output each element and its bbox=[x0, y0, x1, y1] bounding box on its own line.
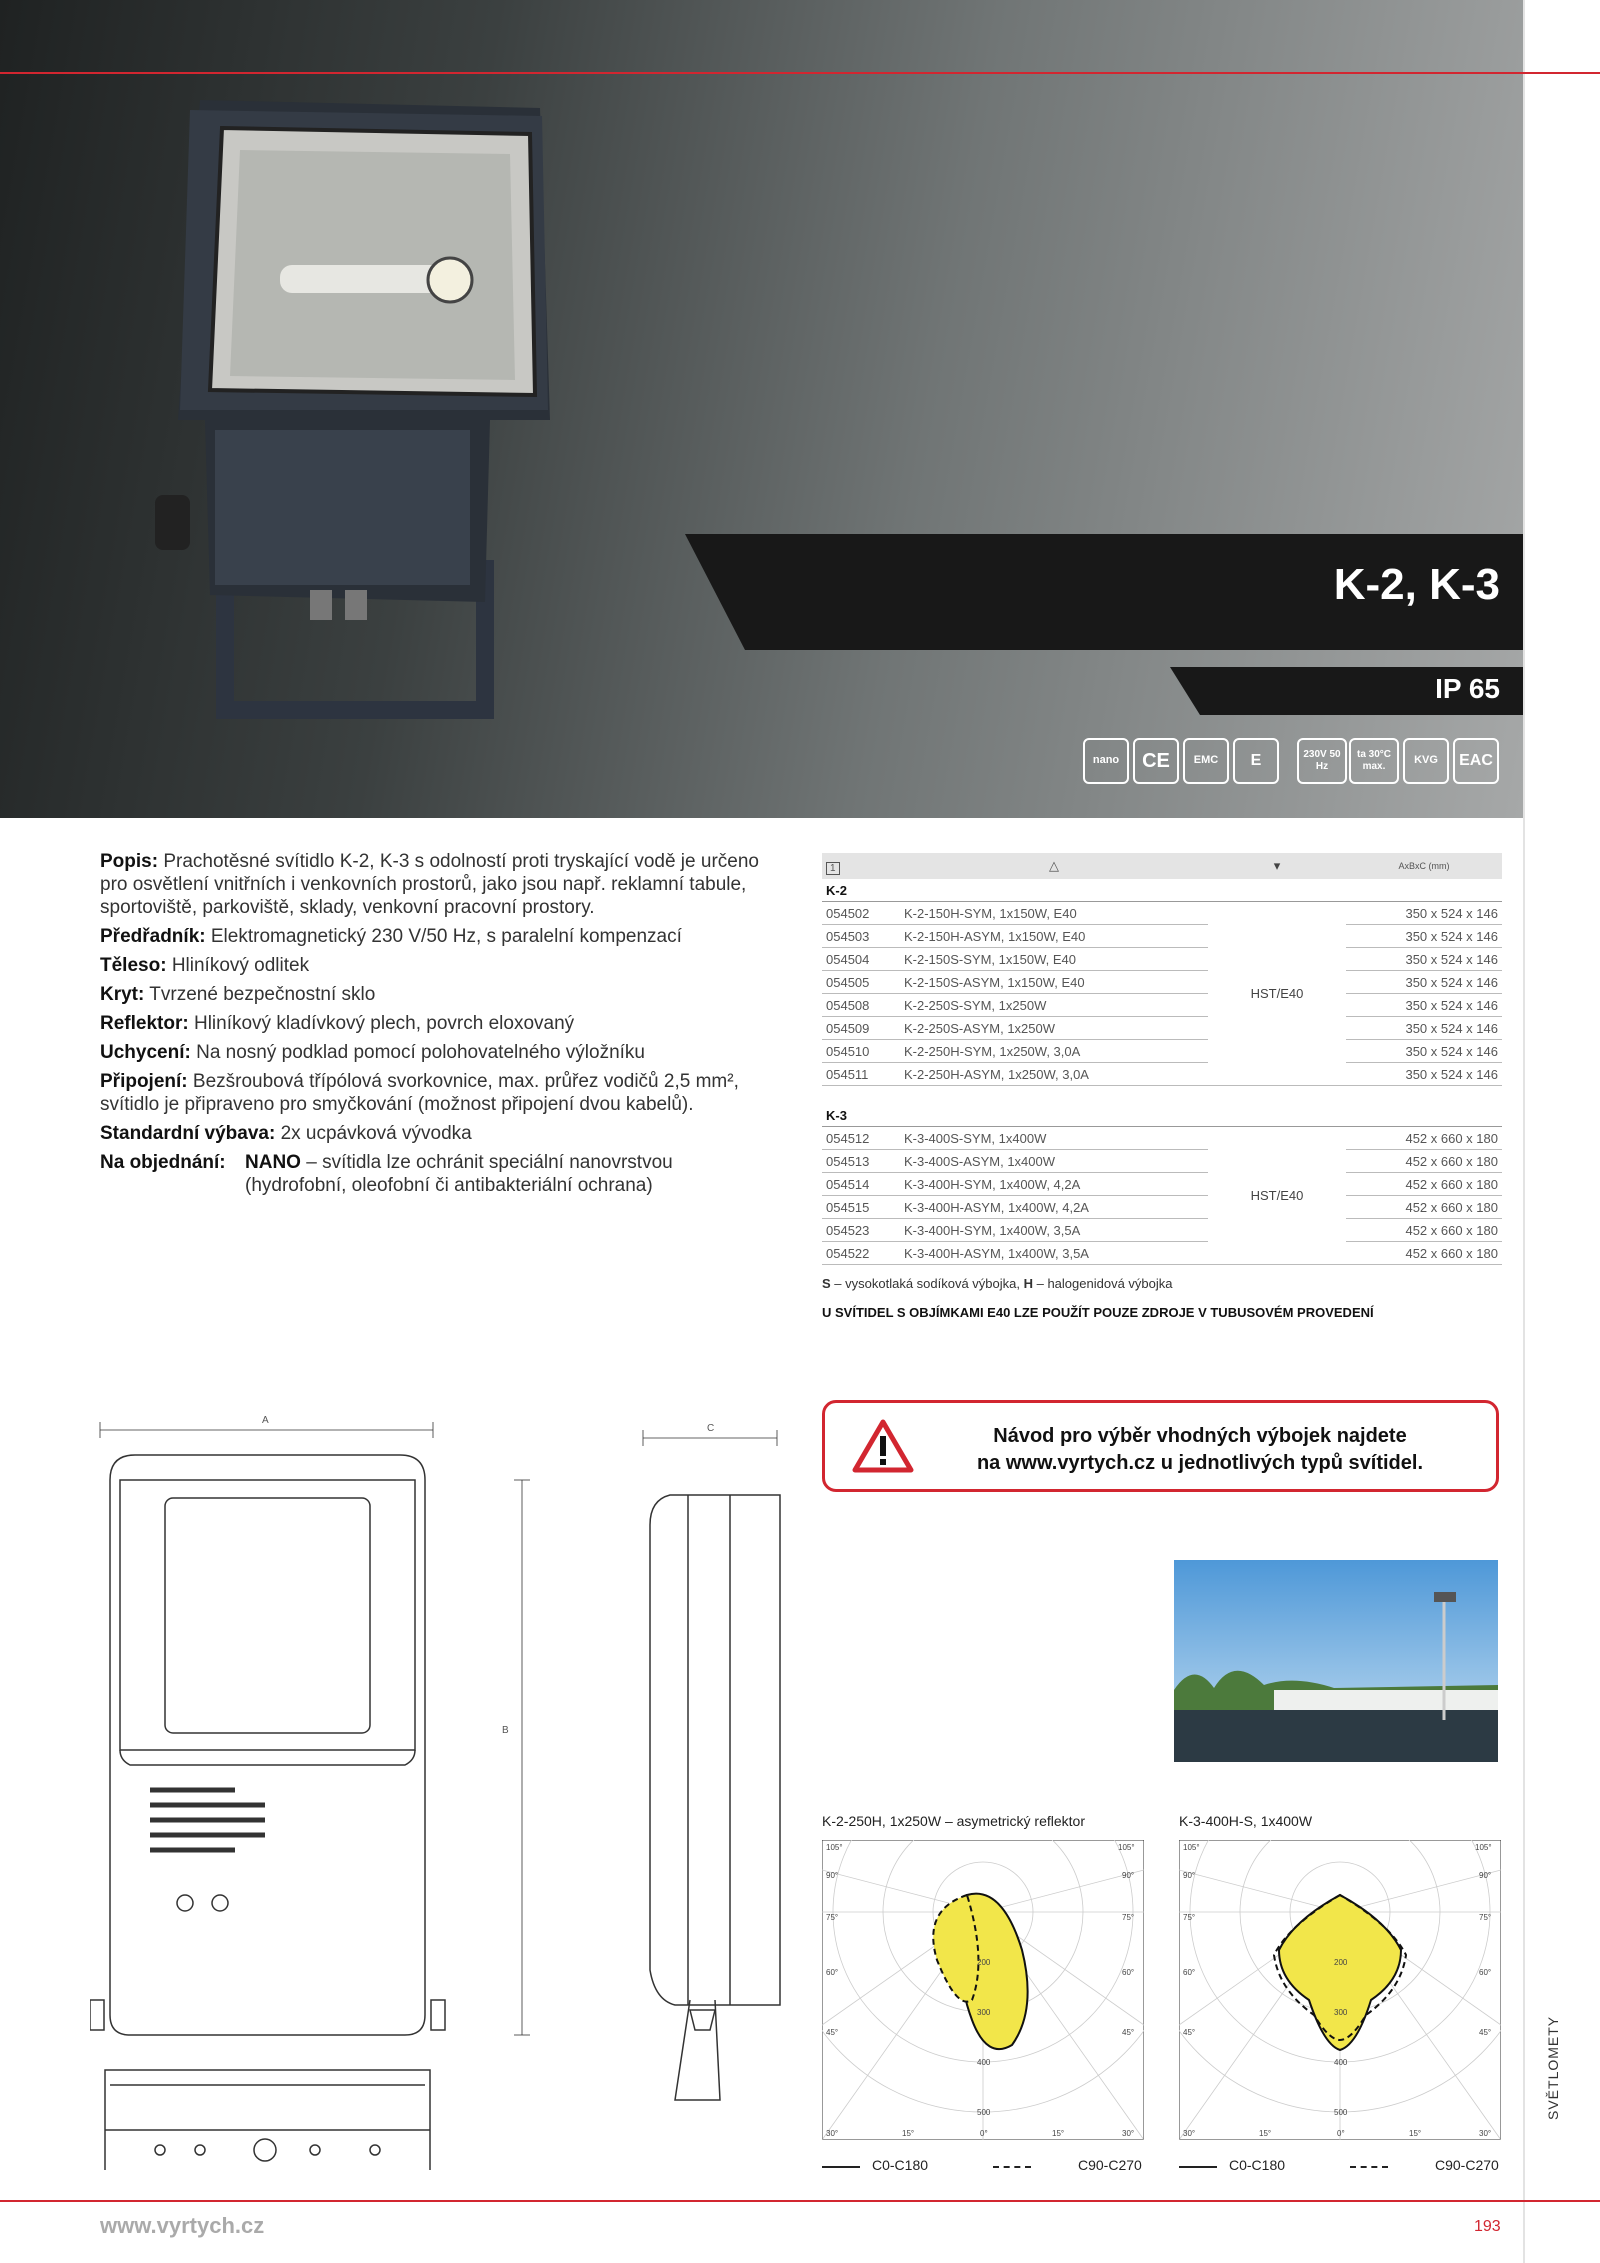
dimension-c-label: C bbox=[707, 1423, 715, 1434]
group-k3: K-3 bbox=[822, 1104, 1502, 1127]
eac-icon: EAC bbox=[1453, 738, 1499, 784]
svg-text:45°: 45° bbox=[1479, 2028, 1492, 2037]
svg-text:60°: 60° bbox=[1183, 1968, 1196, 1977]
svg-text:60°: 60° bbox=[1122, 1968, 1135, 1977]
technical-drawing bbox=[90, 1410, 810, 2170]
dimensions-header: AxBxC (mm) bbox=[1346, 853, 1502, 879]
svg-text:200: 200 bbox=[1334, 1958, 1348, 1967]
table-row: 054513 K-3-400S-ASYM, 1x400W 452 x 660 x 180 bbox=[822, 1150, 1502, 1173]
temperature-icon: ta 30°C max. bbox=[1349, 738, 1399, 784]
svg-text:200: 200 bbox=[977, 1958, 991, 1967]
table-row: 054508 K-2-250S-SYM, 1x250W 350 x 524 x 146 bbox=[822, 994, 1502, 1017]
table-row: 054522 K-3-400H-ASYM, 1x400W, 3,5A 452 x 660 x 180 bbox=[822, 1242, 1502, 1265]
legend-solid-label-2: C0-C180 bbox=[1229, 2157, 1286, 2173]
table-row: 054502 K-2-150H-SYM, 1x150W, E40 HST/E40 350 x 524 x 146 bbox=[822, 902, 1502, 925]
right-red-tick bbox=[1523, 72, 1600, 74]
legend-solid-line-2 bbox=[1179, 2166, 1217, 2168]
quantity-icon: 1 bbox=[826, 862, 840, 875]
group-k2: K-2 bbox=[822, 879, 1502, 902]
product-title: K-2, K-3 bbox=[1333, 560, 1500, 609]
table-header bbox=[822, 853, 1502, 879]
product-table bbox=[822, 853, 1502, 1265]
lamp-type-icon: △ bbox=[900, 853, 1208, 879]
svg-text:0°: 0° bbox=[1337, 2129, 1345, 2138]
svg-text:75°: 75° bbox=[1183, 1913, 1196, 1922]
info-text bbox=[920, 1423, 1480, 1477]
svg-text:30°: 30° bbox=[826, 2129, 839, 2138]
svg-text:45°: 45° bbox=[1122, 2028, 1135, 2037]
warning-icon bbox=[852, 1418, 914, 1474]
desc-teleso: Těleso: Hliníkový odlitek bbox=[100, 955, 310, 976]
svg-text:75°: 75° bbox=[826, 1913, 839, 1922]
desc-kryt: Kryt: Tvrzené bezpečnostní sklo bbox=[100, 984, 376, 1005]
svg-text:45°: 45° bbox=[826, 2028, 839, 2037]
polar-caption-2: K-3-400H-S, 1x400W bbox=[1179, 1813, 1313, 1829]
desc-order: Na objednání: NANO – svítidla lze ochránit speciální nanovrstvou (hydrofobní, oleofobní či antibakteriální ochrana) bbox=[100, 1152, 673, 1196]
table-row: 054504 K-2-150S-SYM, 1x150W, E40 350 x 524 x 146 bbox=[822, 948, 1502, 971]
svg-text:60°: 60° bbox=[1479, 1968, 1492, 1977]
legend-dashed-label-1: C90-C270 bbox=[1078, 2157, 1142, 2173]
svg-text:30°: 30° bbox=[1479, 2129, 1492, 2138]
sports-field-photo bbox=[1174, 1560, 1498, 1762]
svg-text:0°: 0° bbox=[980, 2129, 988, 2138]
desc-pripojeni: Připojení: Bezšroubová třípólová svorkovnice, max. průřez vodičů 2,5 mm², svítidlo je připraveno pro smyčkování (možnost připojení dvou kabelů). bbox=[100, 1071, 739, 1115]
svg-text:500: 500 bbox=[1334, 2108, 1348, 2117]
description-block bbox=[100, 850, 778, 1197]
polar-caption-1: K-2-250H, 1x250W – asymetrický reflektor bbox=[822, 1813, 1085, 1829]
socket-icon: ▾ bbox=[1208, 853, 1346, 879]
kvg-icon: KVG bbox=[1403, 738, 1449, 784]
svg-text:30°: 30° bbox=[1122, 2129, 1135, 2138]
svg-text:15°: 15° bbox=[1259, 2129, 1272, 2138]
legend-dashed-line-2 bbox=[1350, 2166, 1388, 2168]
svg-text:90°: 90° bbox=[1479, 1871, 1492, 1880]
voltage-icon: 230V 50 Hz bbox=[1297, 738, 1347, 784]
table-row: 054512 K-3-400S-SYM, 1x400W HST/E40 452 x 660 x 180 bbox=[822, 1127, 1502, 1150]
e40-note: U SVÍTIDEL S OBJÍMKAMI E40 LZE POUŽÍT POUZE ZDROJE V TUBUSOVÉM PROVEDENÍ bbox=[822, 1305, 1374, 1320]
desc-uchyceni: Uchycení: Na nosný podklad pomocí polohovatelného výložníku bbox=[100, 1042, 645, 1063]
info-line-2: na www.vyrtych.cz u jednotlivých typů svítidel. bbox=[976, 1452, 1424, 1474]
desc-popis: Popis: Prachotěsné svítidlo K-2, K-3 s odolností proti tryskající vodě je určeno pro osvětlení vnitřních i venkovních prostorů, jako jsou např. reklamní tabule, sportoviště, parkoviště, sklady, venkovní pracovní prostory. bbox=[100, 851, 759, 918]
svg-text:500: 500 bbox=[977, 2108, 991, 2117]
ip-rating: IP 65 bbox=[1435, 673, 1500, 704]
svg-text:75°: 75° bbox=[1122, 1913, 1135, 1922]
right-margin-rule bbox=[1523, 0, 1525, 2263]
legend-dashed-line-1 bbox=[993, 2166, 1031, 2168]
legend-solid-line-1 bbox=[822, 2166, 860, 2168]
desc-standard: Standardní výbava: 2x ucpávková vývodka bbox=[100, 1123, 472, 1144]
polar-chart-1 bbox=[822, 1840, 1144, 2140]
table-row: 054523 K-3-400H-SYM, 1x400W, 3,5A 452 x 660 x 180 bbox=[822, 1219, 1502, 1242]
svg-text:105°: 105° bbox=[1475, 1843, 1492, 1852]
table-row: 054510 K-2-250H-SYM, 1x250W, 3,0A 350 x 524 x 146 bbox=[822, 1040, 1502, 1063]
emc-icon: EMC bbox=[1183, 738, 1229, 784]
svg-text:15°: 15° bbox=[902, 2129, 915, 2138]
nano-icon: nano bbox=[1083, 738, 1129, 784]
lamp-socket-k3: HST/E40 bbox=[1208, 1127, 1346, 1265]
svg-text:300: 300 bbox=[1334, 2008, 1348, 2017]
table-row: 054514 K-3-400H-SYM, 1x400W, 4,2A 452 x 660 x 180 bbox=[822, 1173, 1502, 1196]
table-row: 054505 K-2-150S-ASYM, 1x150W, E40 350 x 524 x 146 bbox=[822, 971, 1502, 994]
top-red-line bbox=[0, 72, 1523, 74]
legend-solid-label-1: C0-C180 bbox=[872, 2157, 929, 2173]
table-row: 054509 K-2-250S-ASYM, 1x250W 350 x 524 x 146 bbox=[822, 1017, 1502, 1040]
svg-text:400: 400 bbox=[977, 2058, 991, 2067]
floodlight-photo bbox=[150, 90, 600, 740]
svg-text:60°: 60° bbox=[826, 1968, 839, 1977]
svg-text:300: 300 bbox=[977, 2008, 991, 2017]
footer-website[interactable]: www.vyrtych.cz bbox=[100, 2213, 265, 2238]
svg-text:30°: 30° bbox=[1183, 2129, 1196, 2138]
lamp-legend: S – vysokotlaká sodíková výbojka, H – halogenidová výbojka bbox=[822, 1276, 1173, 1291]
desc-reflektor: Reflektor: Hliníkový kladívkový plech, povrch eloxovaný bbox=[100, 1013, 575, 1034]
svg-text:90°: 90° bbox=[1183, 1871, 1196, 1880]
svg-text:105°: 105° bbox=[826, 1843, 843, 1852]
info-line-1: Návod pro výběr vhodných výbojek najdete bbox=[993, 1425, 1407, 1447]
svg-text:15°: 15° bbox=[1052, 2129, 1065, 2138]
svg-text:75°: 75° bbox=[1479, 1913, 1492, 1922]
page-number: 193 bbox=[1474, 2218, 1501, 2235]
table-row: 054503 K-2-150H-ASYM, 1x150W, E40 350 x 524 x 146 bbox=[822, 925, 1502, 948]
table-row: 054511 K-2-250H-ASYM, 1x250W, 3,0A 350 x 524 x 146 bbox=[822, 1063, 1502, 1086]
svg-text:90°: 90° bbox=[826, 1871, 839, 1880]
table-row: 054515 K-3-400H-ASYM, 1x400W, 4,2A 452 x 660 x 180 bbox=[822, 1196, 1502, 1219]
svg-text:45°: 45° bbox=[1183, 2028, 1196, 2037]
dimension-b-label: B bbox=[502, 1725, 509, 1736]
section-label: SVĚTLOMETY bbox=[1545, 2015, 1561, 2120]
svg-text:105°: 105° bbox=[1183, 1843, 1200, 1852]
ce-icon: CE bbox=[1133, 738, 1179, 784]
svg-text:90°: 90° bbox=[1122, 1871, 1135, 1880]
svg-text:400: 400 bbox=[1334, 2058, 1348, 2067]
lamp-socket-k2: HST/E40 bbox=[1208, 902, 1346, 1086]
polar-chart-2 bbox=[1179, 1840, 1501, 2140]
e-icon: E bbox=[1233, 738, 1279, 784]
svg-text:105°: 105° bbox=[1118, 1843, 1135, 1852]
bottom-red-line bbox=[0, 2200, 1600, 2202]
svg-text:15°: 15° bbox=[1409, 2129, 1422, 2138]
legend-dashed-label-2: C90-C270 bbox=[1435, 2157, 1499, 2173]
desc-predradnik: Předřadník: Elektromagnetický 230 V/50 Hz, s paralelní kompenzací bbox=[100, 926, 682, 947]
dimension-a-label: A bbox=[262, 1415, 269, 1426]
